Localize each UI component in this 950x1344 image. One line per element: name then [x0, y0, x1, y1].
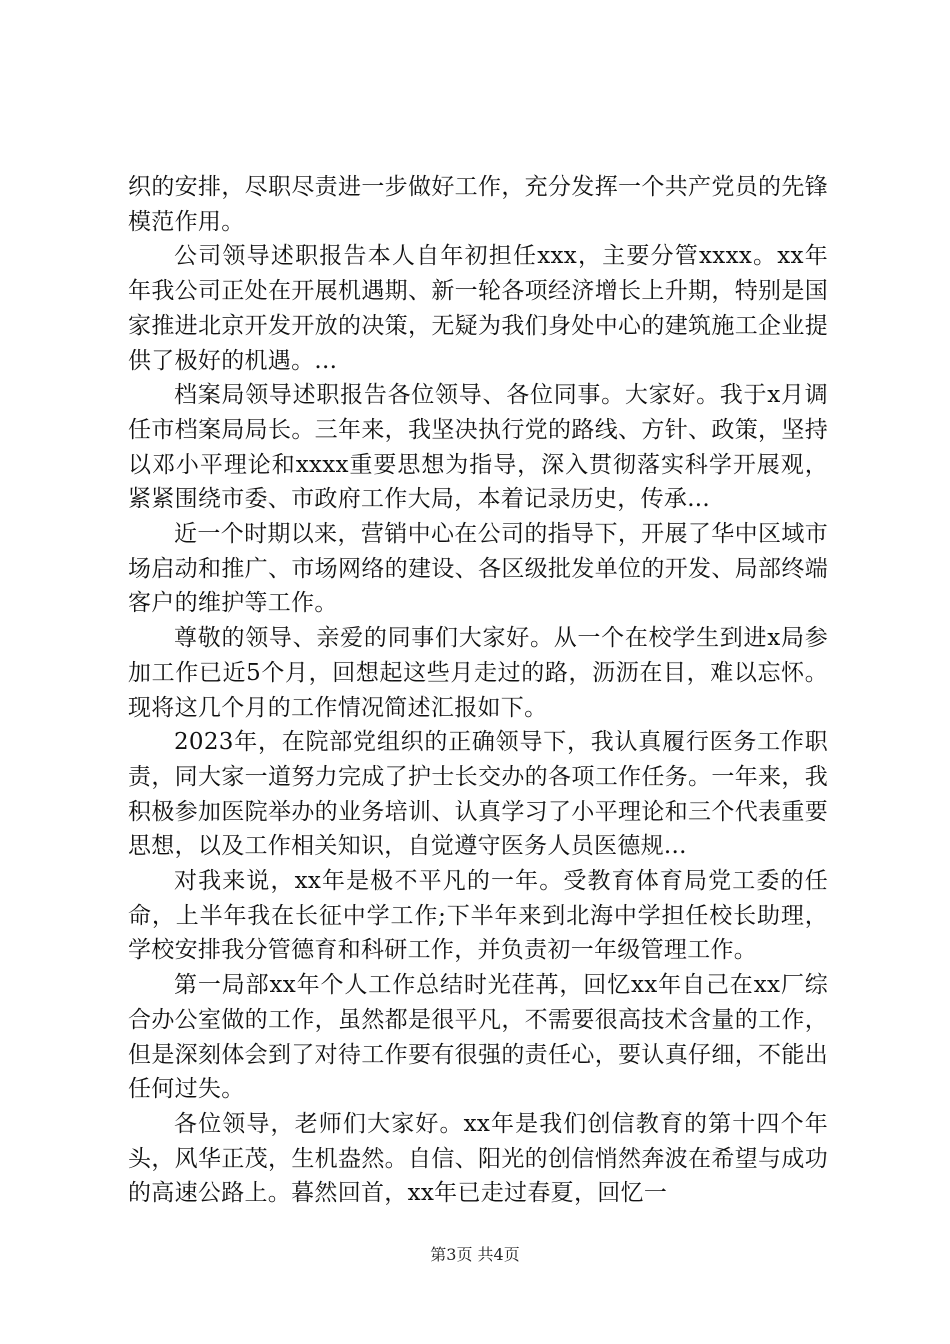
page-total: 共4页	[477, 1245, 520, 1264]
paragraph-1: 织的安排，尽职尽责进一步做好工作，充分发挥一个共产党员的先锋模范作用。	[128, 174, 828, 235]
paragraph-5: 尊敬的领导、亲爱的同事们大家好。从一个在校学生到进x局参加工作已近5个月，回想起这些月走过的路，沥沥在目，难以忘怀。现将这几个月的工作情况简述汇报如下。	[128, 625, 828, 721]
document-body	[128, 170, 828, 1211]
paragraph-9: 各位领导，老师们大家好。xx年是我们创信教育的第十四个年头，风华正茂，生机盎然。自信、阳光的创信悄然奔波在希望与成功的高速公路上。暮然回首，xx年已走过春夏，回忆一	[128, 1110, 828, 1207]
paragraph-8: 第一局部xx年个人工作总结时光荏苒，回忆xx年自己在xx厂综合办公室做的工作，虽然都是很平凡，不需要很高技术含量的工作，但是深刻体会到了对待工作要有很强的责任心，要认真仔细，不能出任何过失。	[128, 972, 828, 1103]
paragraph-3: 档案局领导述职报告各位领导、各位同事。大家好。我于x月调任市档案局局长。三年来，我坚决执行党的路线、方针、政策，坚持以邓小平理论和xxxx重要思想为指导，深入贯彻落实科学开展观，紧紧围绕市委、市政府工作大局，本着记录历史，传承...	[128, 382, 828, 513]
page-footer	[0, 1245, 950, 1265]
paragraph-2: 公司领导述职报告本人自年初担任xxx，主要分管xxxx。xx年年我公司正处在开展机遇期、新一轮各项经济增长上升期，特别是国家推进北京开发开放的决策，无疑为我们身处中心的建筑施工企业提供了极好的机遇。...	[128, 243, 828, 374]
paragraph-6: 2023年，在院部党组织的正确领导下，我认真履行医务工作职责，同大家一道努力完成了护士长交办的各项工作任务。一年来，我积极参加医院举办的业务培训、认真学习了小平理论和三个代表重要思想，以及工作相关知识，自觉遵守医务人员医德规...	[128, 729, 828, 860]
page-number: 第3页	[430, 1245, 473, 1264]
paragraph-4: 近一个时期以来，营销中心在公司的指导下，开展了华中区域市场启动和推广、市场网络的建设、各区级批发单位的开发、局部终端客户的维护等工作。	[128, 521, 828, 617]
paragraph-7: 对我来说，xx年是极不平凡的一年。受教育体育局党工委的任命，上半年我在长征中学工作;下半年来到北海中学担任校长助理，学校安排我分管德育和科研工作，并负责初一年级管理工作。	[128, 868, 828, 964]
